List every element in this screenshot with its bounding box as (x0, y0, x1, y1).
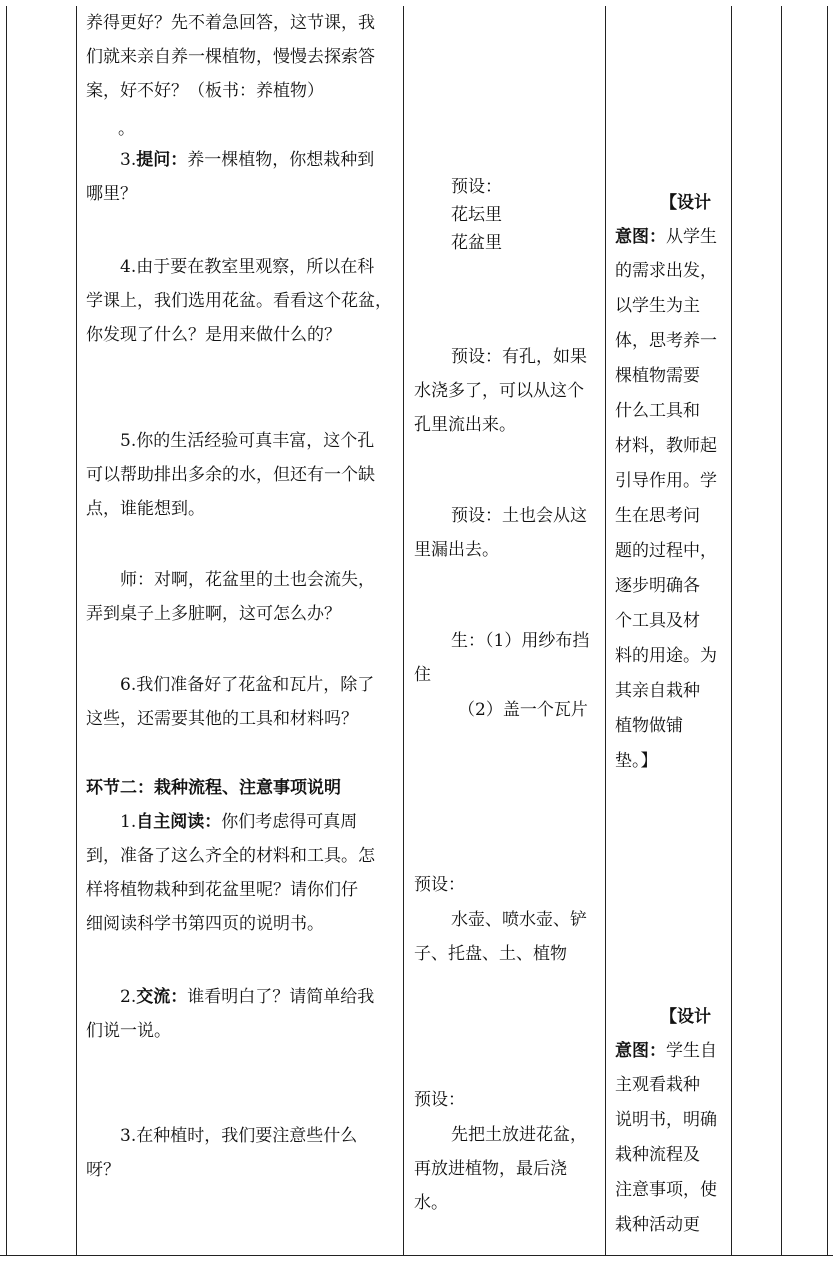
design-1-first: 从学生 (666, 227, 717, 247)
answer-step-3-label: 预设： (414, 1090, 465, 1110)
design-1-line-5: 棵植物需要 (615, 366, 700, 386)
column-divider-4 (731, 6, 732, 1255)
step-1-text: 你们考虑得可真周 (221, 812, 358, 832)
answer-3-line-1: 预设： (451, 177, 502, 197)
step-1-label: 自主阅读： (136, 812, 222, 832)
design-2-line-6: 栽种活动更 (615, 1215, 700, 1235)
answer-4-line-3: 孔里流出来。 (414, 415, 516, 435)
step-1-number: 1. (120, 812, 137, 832)
question-5-line-2: 可以帮助排出多余的水，但还有一个缺 (86, 465, 375, 485)
question-3-text: 养一棵植物，你想栽种到 (187, 150, 375, 170)
column-divider-5 (781, 6, 782, 1255)
design-2-line-3: 说明书，明确 (615, 1110, 717, 1130)
answer-step-3-line-3: 水。 (414, 1193, 448, 1213)
question-4-line-1: 4.由于要在教室里观察，所以在科 (120, 257, 375, 277)
design-2-head: 【设计 (660, 1007, 711, 1027)
column-divider-2 (403, 6, 404, 1255)
answer-teacher-line-2: 住 (414, 665, 431, 685)
step-1-line-3: 样将植物栽种到花盆里呢？请你们仔 (86, 880, 358, 900)
step-1-line-2: 到，准备了这么齐全的材料和工具。怎 (86, 846, 375, 866)
answer-3-line-2: 花坛里 (451, 205, 502, 225)
step-2-line-1 (120, 980, 374, 1014)
answer-4-line-1: 预设：有孔，如果 (451, 347, 587, 367)
question-6-line-2: 这些，还需要其他的工具和材料吗？ (86, 709, 358, 729)
design-1-line-14: 其亲自栽种 (615, 681, 700, 701)
step-1-line-4: 细阅读科学书第四页的说明书。 (86, 914, 324, 934)
design-1-line-1 (615, 220, 717, 254)
answer-5-line-2: 里漏出去。 (414, 540, 499, 560)
answer-teacher-line-1: 生：（1）用纱布挡 (451, 631, 590, 651)
design-1-line-13: 料的用途。为 (615, 646, 717, 666)
design-2-first: 学生自 (666, 1041, 717, 1061)
step-2-text: 谁看明白了？请简单给我 (187, 987, 375, 1007)
stray-period: 。 (118, 119, 135, 139)
design-1-line-12: 个工具及材 (615, 611, 700, 631)
teacher-reply-line-1: 师：对啊，花盆里的土也会流失， (120, 570, 375, 590)
question-5-line-1: 5.你的生活经验可真丰富，这个孔 (120, 431, 375, 451)
design-1-line-9: 生在思考问 (615, 506, 700, 526)
question-3-line-2: 哪里？ (86, 184, 137, 204)
step-2-number: 2. (120, 987, 137, 1007)
question-4-line-3: 你发现了什么？是用来做什么的？ (86, 325, 341, 345)
question-3-number: 3. (120, 150, 137, 170)
table-border-left (6, 6, 7, 1255)
answer-6-label: 预设： (414, 875, 465, 895)
section-2-title: 环节二：栽种流程、注意事项说明 (86, 778, 341, 798)
question-6-line-1: 6.我们准备好了花盆和瓦片，除了 (120, 675, 375, 695)
design-1-line-7: 材料，教师起 (615, 436, 717, 456)
column-divider-3 (605, 6, 606, 1255)
design-1-line-8: 引导作用。学 (615, 471, 717, 491)
question-5-line-3: 点，谁能想到。 (86, 499, 205, 519)
step-2-label: 交流： (136, 987, 188, 1007)
design-1-line-10: 题的过程中， (615, 541, 717, 561)
answer-step-3-line-2: 再放进植物，最后浇 (414, 1159, 567, 1179)
design-2-line-5: 注意事项，使 (615, 1180, 717, 1200)
step-3-line-1: 3.在种植时，我们要注意些什么 (120, 1126, 358, 1146)
design-1-line-15: 植物做铺 (615, 716, 683, 736)
design-2-line-4: 栽种流程及 (615, 1145, 700, 1165)
design-1-line-11: 逐步明确各 (615, 576, 700, 596)
answer-6-line-2: 子、托盘、土、植物 (414, 944, 567, 964)
answer-5-line-1: 预设：土也会从这 (451, 506, 587, 526)
answer-6-line-1: 水壶、喷水壶、铲 (451, 910, 587, 930)
table-bottom-border (0, 1255, 833, 1256)
column-divider-1 (76, 6, 77, 1255)
design-1-lead: 意图： (615, 227, 666, 247)
answer-step-3-line-1: 先把土放进花盆， (451, 1125, 587, 1145)
intro-line-2: 们就来亲自养一棵植物，慢慢去探索答 (86, 47, 375, 67)
answer-4-line-2: 水浇多了，可以从这个 (414, 381, 584, 401)
intro-line-3: 案，好不好？（板书：养植物） (86, 81, 324, 101)
design-2-lead: 意图： (615, 1041, 666, 1061)
design-2-line-1 (615, 1034, 717, 1068)
design-1-head: 【设计 (660, 193, 711, 213)
step-3-line-2: 呀？ (86, 1160, 120, 1180)
design-1-line-4: 体，思考养一 (615, 331, 717, 351)
question-3-line-1 (120, 143, 374, 177)
design-2-line-2: 主观看栽种 (615, 1075, 700, 1095)
answer-3-line-3: 花盆里 (451, 233, 502, 253)
answer-teacher-line-3: （2）盖一个瓦片 (458, 700, 588, 720)
intro-line-1: 养得更好？先不着急回答，这节课，我 (86, 13, 375, 33)
design-1-line-6: 什么工具和 (615, 401, 700, 421)
design-1-line-2: 的需求出发， (615, 261, 717, 281)
teacher-reply-line-2: 弄到桌子上多脏啊，这可怎么办？ (86, 604, 341, 624)
design-1-line-3: 以学生为主 (615, 296, 700, 316)
question-4-line-2: 学课上，我们选用花盆。看看这个花盆， (86, 291, 392, 311)
step-2-line-2: 们说一说。 (86, 1021, 171, 1041)
table-border-right (827, 6, 828, 1255)
design-1-line-16: 垫。】 (615, 751, 658, 771)
question-3-label: 提问： (136, 150, 188, 170)
step-1-line-1 (120, 805, 357, 839)
